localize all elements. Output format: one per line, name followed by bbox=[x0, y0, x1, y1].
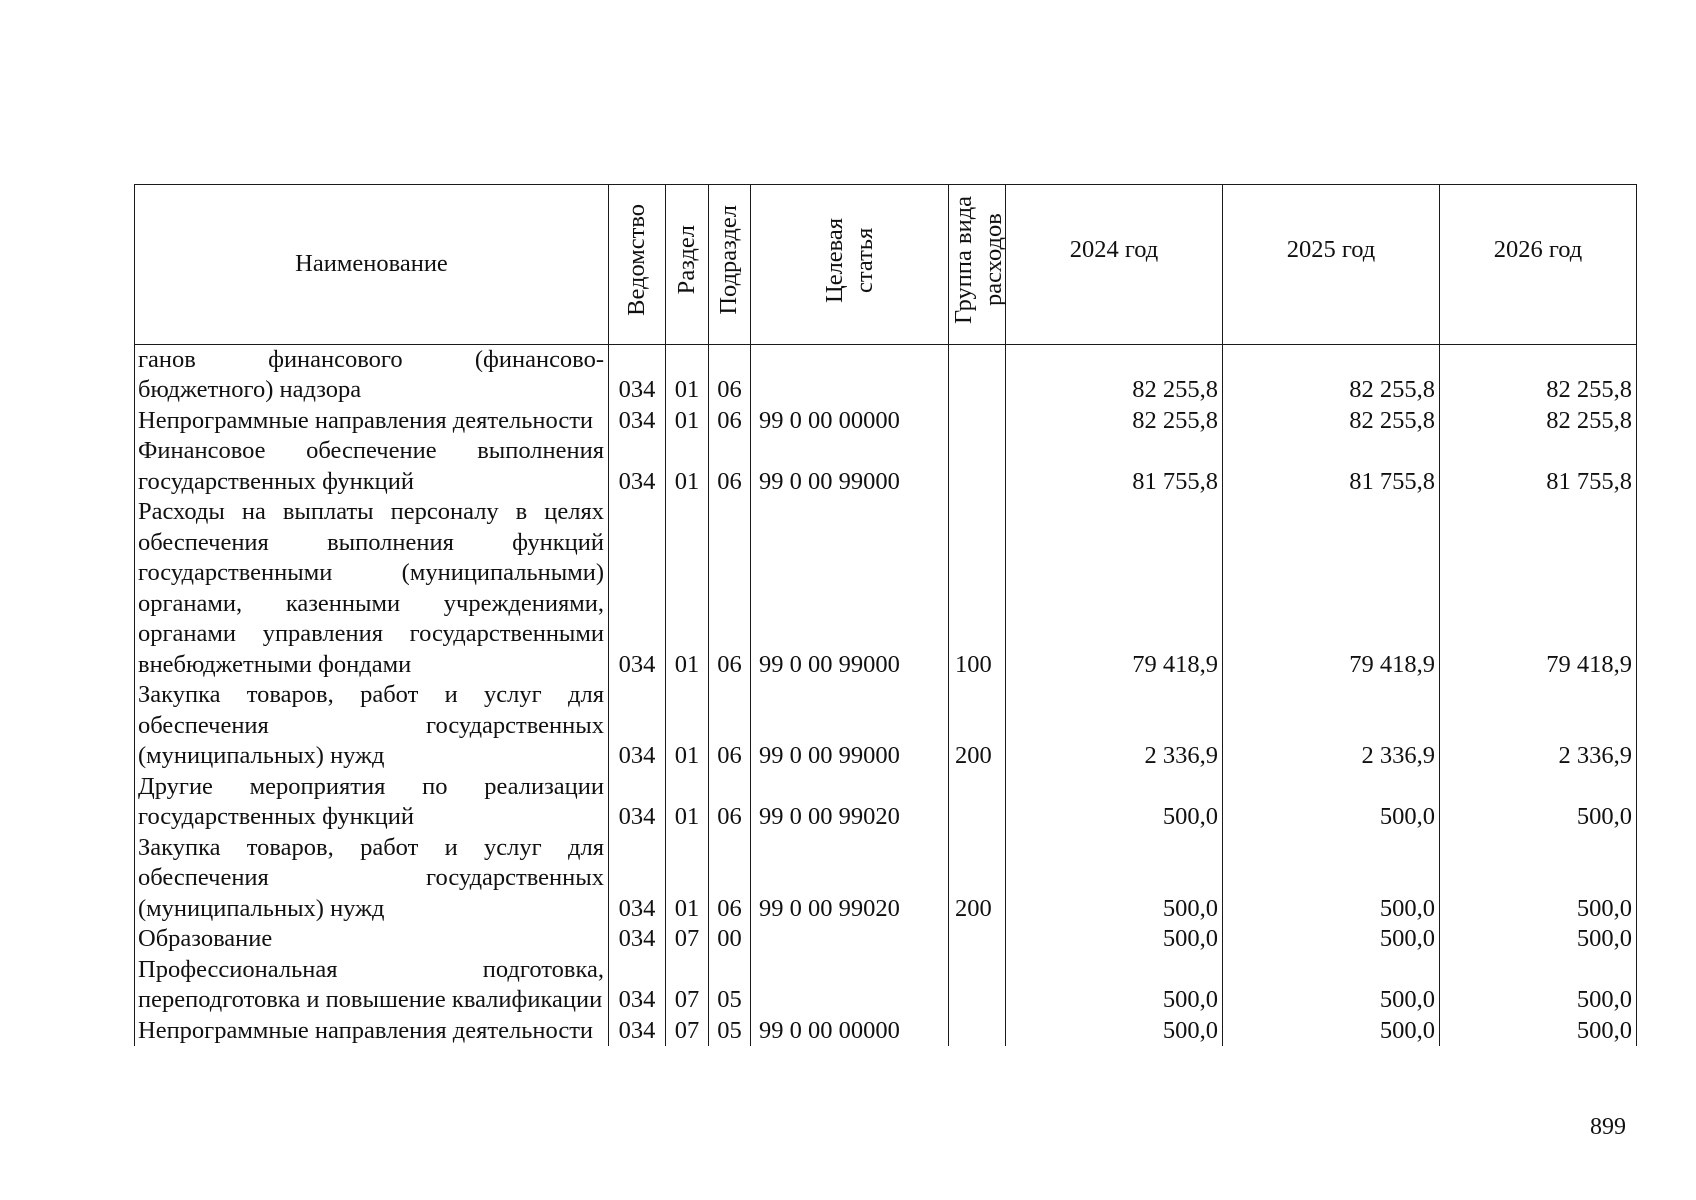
header-year-2024: 2024 год bbox=[1006, 185, 1223, 345]
cell-subsection: 06 bbox=[709, 436, 751, 497]
cell-expense-group bbox=[949, 406, 1006, 437]
cell-department: 034 bbox=[609, 955, 666, 1016]
cell-target-article: 99 0 00 00000 bbox=[751, 406, 949, 437]
cell-amount-2026: 2 336,9 bbox=[1440, 680, 1637, 772]
cell-department: 034 bbox=[609, 344, 666, 406]
cell-section: 07 bbox=[666, 955, 709, 1016]
budget-table bbox=[134, 184, 1637, 1046]
cell-amount-2025: 500,0 bbox=[1223, 924, 1440, 955]
cell-target-article: 99 0 00 99000 bbox=[751, 680, 949, 772]
table-row bbox=[135, 436, 1637, 497]
cell-department: 034 bbox=[609, 436, 666, 497]
cell-amount-2026: 81 755,8 bbox=[1440, 436, 1637, 497]
cell-amount-2026: 500,0 bbox=[1440, 833, 1637, 925]
cell-expense-group: 200 bbox=[949, 833, 1006, 925]
cell-amount-2025: 82 255,8 bbox=[1223, 344, 1440, 406]
cell-target-article bbox=[751, 924, 949, 955]
cell-amount-2024: 82 255,8 bbox=[1006, 344, 1223, 406]
table-row bbox=[135, 406, 1637, 437]
cell-section: 01 bbox=[666, 680, 709, 772]
table-row bbox=[135, 1016, 1637, 1047]
header-expense-group: Группа вида расходов bbox=[949, 185, 1006, 345]
cell-amount-2024: 500,0 bbox=[1006, 772, 1223, 833]
cell-subsection: 06 bbox=[709, 406, 751, 437]
cell-name: Закупка товаров, работ и услуг для обеспечения государственных (муниципальных) нужд bbox=[135, 680, 609, 772]
cell-amount-2026: 500,0 bbox=[1440, 924, 1637, 955]
cell-department: 034 bbox=[609, 924, 666, 955]
cell-section: 01 bbox=[666, 497, 709, 680]
header-department: Ведомство bbox=[609, 185, 666, 345]
page-number: 899 bbox=[1590, 1114, 1626, 1140]
cell-section: 01 bbox=[666, 436, 709, 497]
cell-department: 034 bbox=[609, 1016, 666, 1047]
cell-name: Закупка товаров, работ и услуг для обеспечения государственных (муниципальных) нужд bbox=[135, 833, 609, 925]
cell-amount-2024: 500,0 bbox=[1006, 955, 1223, 1016]
cell-amount-2026: 79 418,9 bbox=[1440, 497, 1637, 680]
cell-section: 01 bbox=[666, 344, 709, 406]
cell-subsection: 05 bbox=[709, 1016, 751, 1047]
cell-amount-2025: 500,0 bbox=[1223, 955, 1440, 1016]
header-section: Раздел bbox=[666, 185, 709, 345]
table-row bbox=[135, 924, 1637, 955]
cell-expense-group bbox=[949, 772, 1006, 833]
cell-amount-2026: 500,0 bbox=[1440, 772, 1637, 833]
cell-name: ганов финансового (финансово-бюджетного) надзора bbox=[135, 344, 609, 406]
cell-section: 01 bbox=[666, 833, 709, 925]
cell-amount-2024: 81 755,8 bbox=[1006, 436, 1223, 497]
cell-target-article: 99 0 00 99020 bbox=[751, 772, 949, 833]
cell-department: 034 bbox=[609, 772, 666, 833]
cell-section: 01 bbox=[666, 406, 709, 437]
cell-amount-2025: 500,0 bbox=[1223, 1016, 1440, 1047]
cell-amount-2025: 500,0 bbox=[1223, 833, 1440, 925]
cell-expense-group: 100 bbox=[949, 497, 1006, 680]
cell-amount-2024: 2 336,9 bbox=[1006, 680, 1223, 772]
cell-subsection: 06 bbox=[709, 833, 751, 925]
cell-section: 07 bbox=[666, 1016, 709, 1047]
cell-subsection: 05 bbox=[709, 955, 751, 1016]
header-target-article: Целевая статья bbox=[751, 185, 949, 345]
cell-amount-2025: 82 255,8 bbox=[1223, 406, 1440, 437]
cell-amount-2026: 82 255,8 bbox=[1440, 344, 1637, 406]
cell-amount-2026: 500,0 bbox=[1440, 955, 1637, 1016]
cell-subsection: 06 bbox=[709, 772, 751, 833]
cell-amount-2025: 79 418,9 bbox=[1223, 497, 1440, 680]
cell-expense-group bbox=[949, 344, 1006, 406]
cell-expense-group bbox=[949, 1016, 1006, 1047]
cell-amount-2025: 2 336,9 bbox=[1223, 680, 1440, 772]
cell-section: 01 bbox=[666, 772, 709, 833]
header-year-2025: 2025 год bbox=[1223, 185, 1440, 345]
cell-name: Непрограммные направления деятельности bbox=[135, 406, 609, 437]
cell-department: 034 bbox=[609, 497, 666, 680]
table-row bbox=[135, 344, 1637, 406]
cell-target-article: 99 0 00 99000 bbox=[751, 436, 949, 497]
table-body bbox=[135, 344, 1637, 1046]
cell-amount-2026: 82 255,8 bbox=[1440, 406, 1637, 437]
cell-amount-2024: 500,0 bbox=[1006, 1016, 1223, 1047]
cell-amount-2025: 81 755,8 bbox=[1223, 436, 1440, 497]
header-year-2026: 2026 год bbox=[1440, 185, 1637, 345]
cell-department: 034 bbox=[609, 680, 666, 772]
cell-subsection: 06 bbox=[709, 680, 751, 772]
cell-subsection: 00 bbox=[709, 924, 751, 955]
cell-department: 034 bbox=[609, 833, 666, 925]
cell-name: Другие мероприятия по реализации государственных функций bbox=[135, 772, 609, 833]
cell-subsection: 06 bbox=[709, 344, 751, 406]
cell-department: 034 bbox=[609, 406, 666, 437]
cell-name: Расходы на выплаты персоналу в целях обеспечения выполнения функций государственными (муниципальными) органами, казенными учреждениями, органами управления государственными внебюджетными фондами bbox=[135, 497, 609, 680]
header-subsection: Подраздел bbox=[709, 185, 751, 345]
table-header-row bbox=[135, 185, 1637, 345]
cell-amount-2024: 500,0 bbox=[1006, 924, 1223, 955]
table-row bbox=[135, 772, 1637, 833]
table-row bbox=[135, 497, 1637, 680]
cell-name: Профессиональная подготовка, переподготовка и повышение квалификации bbox=[135, 955, 609, 1016]
cell-amount-2025: 500,0 bbox=[1223, 772, 1440, 833]
cell-amount-2024: 79 418,9 bbox=[1006, 497, 1223, 680]
cell-expense-group bbox=[949, 955, 1006, 1016]
cell-name: Финансовое обеспечение выполнения государственных функций bbox=[135, 436, 609, 497]
cell-amount-2024: 500,0 bbox=[1006, 833, 1223, 925]
table-row bbox=[135, 955, 1637, 1016]
cell-expense-group bbox=[949, 436, 1006, 497]
cell-target-article: 99 0 00 00000 bbox=[751, 1016, 949, 1047]
cell-expense-group bbox=[949, 924, 1006, 955]
cell-target-article bbox=[751, 955, 949, 1016]
cell-target-article bbox=[751, 344, 949, 406]
cell-subsection: 06 bbox=[709, 497, 751, 680]
cell-target-article: 99 0 00 99000 bbox=[751, 497, 949, 680]
table-row bbox=[135, 680, 1637, 772]
table-row bbox=[135, 833, 1637, 925]
cell-amount-2026: 500,0 bbox=[1440, 1016, 1637, 1047]
cell-name: Непрограммные направления деятельности bbox=[135, 1016, 609, 1047]
cell-amount-2024: 82 255,8 bbox=[1006, 406, 1223, 437]
header-name: Наименование bbox=[135, 185, 609, 345]
cell-section: 07 bbox=[666, 924, 709, 955]
cell-expense-group: 200 bbox=[949, 680, 1006, 772]
cell-name: Образование bbox=[135, 924, 609, 955]
cell-target-article: 99 0 00 99020 bbox=[751, 833, 949, 925]
